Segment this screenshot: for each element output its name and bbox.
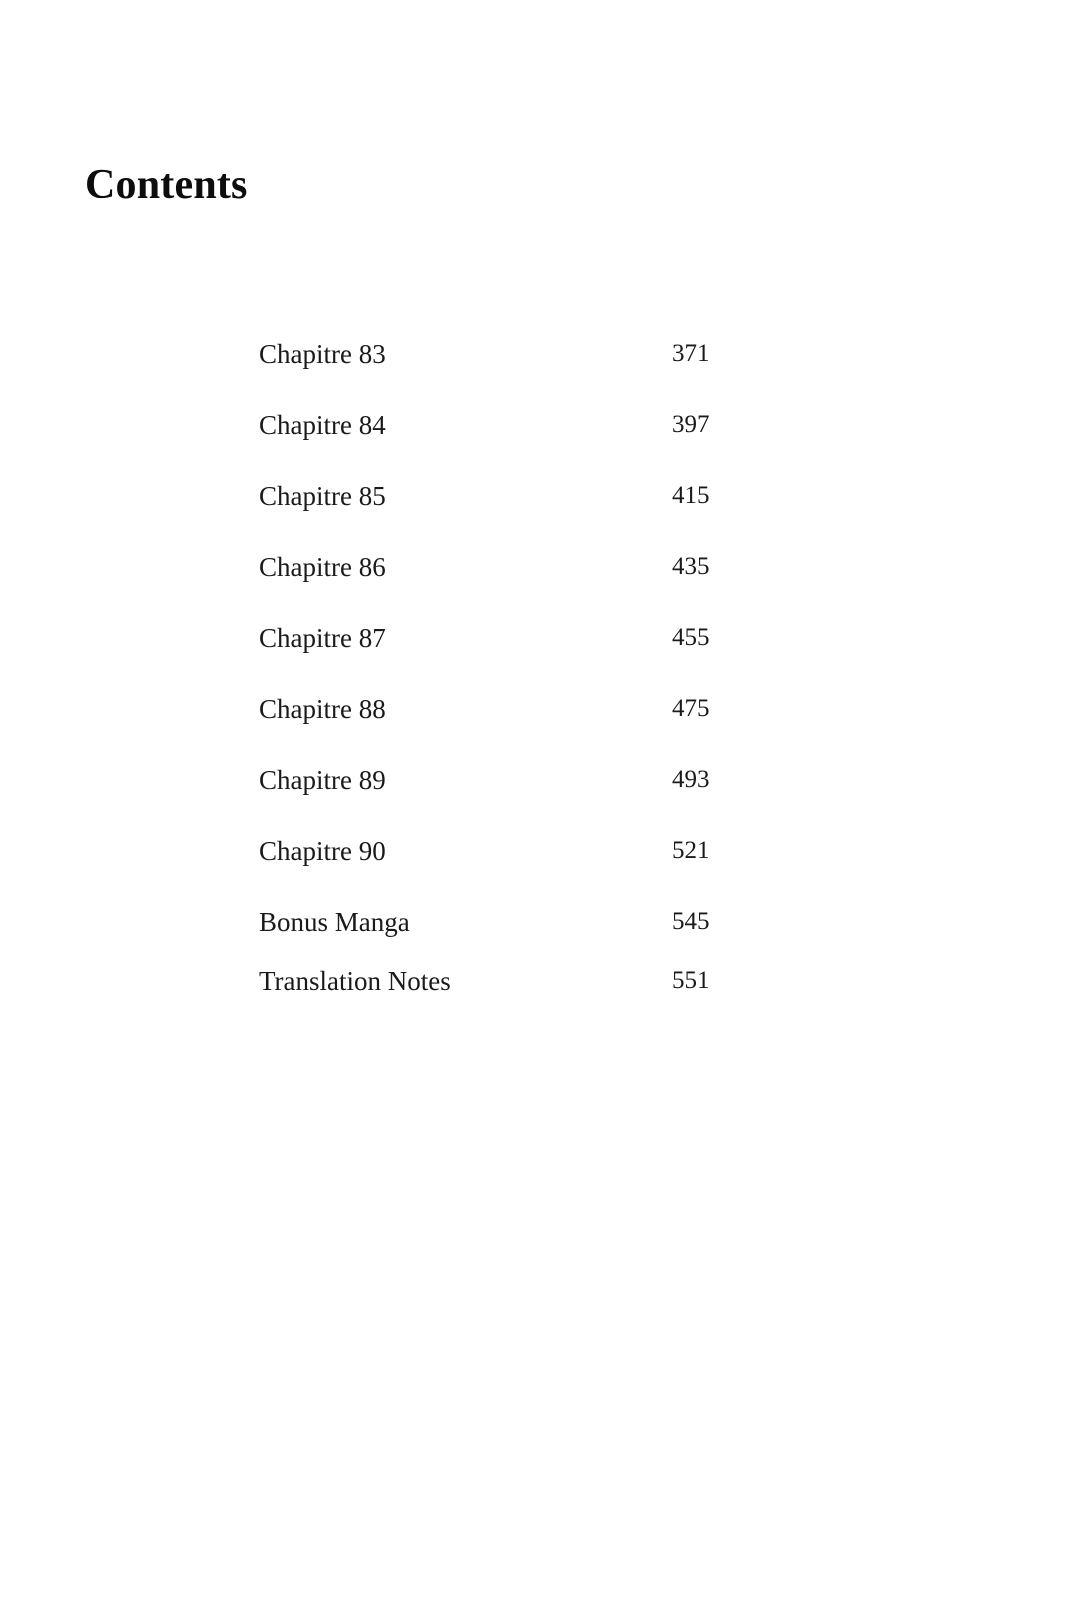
toc-entry[interactable] <box>259 966 739 996</box>
toc-entry[interactable] <box>259 339 739 369</box>
toc-entry[interactable] <box>259 623 739 653</box>
toc-entry[interactable] <box>259 907 739 937</box>
toc-entry[interactable] <box>259 481 739 511</box>
toc-entry-page-number: 371 <box>672 340 710 367</box>
toc-entry-page-number: 551 <box>672 967 710 994</box>
page-title: Contents <box>85 162 248 208</box>
toc-entry-title: Chapitre 87 <box>259 623 386 653</box>
toc-entry-page-number: 435 <box>672 553 710 580</box>
toc-entry-title: Chapitre 88 <box>259 694 386 724</box>
toc-entry-page-number: 521 <box>672 837 710 864</box>
toc-entry[interactable] <box>259 765 739 795</box>
toc-entry-title: Chapitre 83 <box>259 339 386 369</box>
table-of-contents <box>259 339 739 996</box>
toc-entry[interactable] <box>259 552 739 582</box>
toc-entry[interactable] <box>259 694 739 724</box>
toc-entry-page-number: 545 <box>672 908 710 935</box>
toc-entry-page-number: 415 <box>672 482 710 509</box>
toc-entry-title: Chapitre 86 <box>259 552 386 582</box>
toc-entry-title: Translation Notes <box>259 966 451 996</box>
toc-entry-page-number: 475 <box>672 695 710 722</box>
toc-entry-title: Chapitre 84 <box>259 410 386 440</box>
toc-entry-title: Bonus Manga <box>259 907 410 937</box>
toc-entry-page-number: 455 <box>672 624 710 651</box>
toc-entry[interactable] <box>259 836 739 866</box>
toc-entry[interactable] <box>259 410 739 440</box>
toc-entry-title: Chapitre 89 <box>259 765 386 795</box>
toc-entry-page-number: 493 <box>672 766 710 793</box>
toc-entry-page-number: 397 <box>672 411 710 438</box>
toc-entry-title: Chapitre 90 <box>259 836 386 866</box>
toc-entry-title: Chapitre 85 <box>259 481 386 511</box>
